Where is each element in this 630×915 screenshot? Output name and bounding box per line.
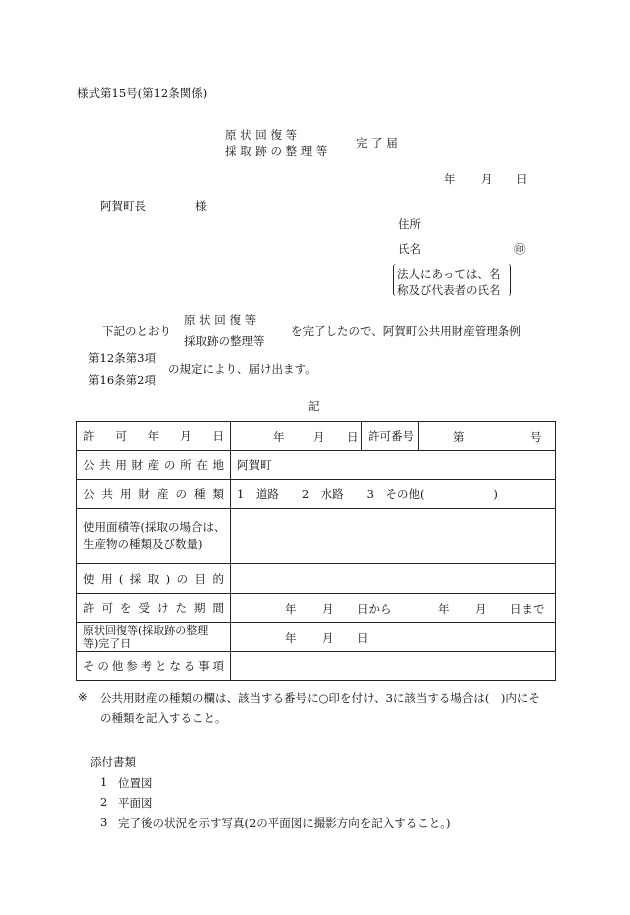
body-option-restoration: 原 状 回 復 等 — [184, 313, 257, 327]
row-purpose — [77, 564, 556, 594]
permit-date-month: 月 — [313, 430, 325, 444]
attachment-num-1: 1 — [100, 775, 108, 789]
attachment-num-2: 2 — [100, 795, 108, 809]
row-property-type — [77, 480, 556, 509]
ki-heading: 記 — [308, 399, 320, 413]
permit-date-day: 日 — [347, 430, 359, 444]
row-remarks — [77, 652, 556, 681]
attachment-num-3: 3 — [100, 815, 108, 829]
permit-number-dai: 第 — [453, 430, 465, 444]
addressee-name: 阿賀町長 — [100, 199, 146, 213]
period-from-month: 月 — [322, 602, 334, 616]
body-closing: の規定により、届け出ます。 — [168, 362, 317, 376]
purpose-field[interactable] — [231, 564, 556, 594]
seal-mark: ㊞ — [514, 242, 526, 256]
name-label: 氏名 — [398, 242, 421, 256]
permit-period-label: 許可を受けた期間 — [83, 601, 224, 615]
permit-date-year: 年 — [273, 430, 285, 444]
body-lead: 下記のとおり — [102, 324, 171, 338]
date-month: 月 — [481, 172, 493, 186]
period-from-day: 日から — [357, 602, 392, 616]
body-option-cleanup: 採取跡の整理等 — [184, 334, 265, 348]
completion-month: 月 — [322, 631, 334, 645]
period-to-month: 月 — [475, 602, 487, 616]
title-option-cleanup: 採 取 跡 の 整 理 等 — [225, 144, 328, 158]
permit-number-field[interactable] — [419, 422, 556, 451]
row-permit-period — [77, 594, 556, 623]
row-usage-area — [77, 509, 556, 564]
permit-date-label: 許 可 年 月 日 — [83, 429, 224, 443]
body-article-2: 第16条第2項 — [88, 373, 156, 387]
completion-year: 年 — [285, 631, 297, 645]
usage-area-field[interactable] — [231, 509, 556, 564]
attachment-text-3: 完了後の状況を示す写真(2の平面図に撮影方向を記入すること。) — [118, 816, 451, 830]
body-article-1: 第12条第3項 — [88, 351, 156, 365]
period-to-day: 日まで — [510, 602, 545, 616]
usage-area-label-1: 使用面積等(採取の場合は、 — [83, 520, 226, 534]
note-line1: 公共用財産の種類の欄は、該当する番号に○印を付け、3に該当する場合は( )内にそ — [100, 691, 540, 705]
completion-date-label-2: 等)完了日 — [83, 637, 132, 650]
form-number: 様式第15号(第12条関係) — [77, 86, 208, 100]
body-after: を完了したので、阿賀町公共用財産管理条例 — [291, 324, 521, 338]
permit-period-field[interactable] — [231, 594, 556, 623]
purpose-label: 使用(採取)の目的 — [83, 571, 224, 586]
title-option-restoration: 原 状 回 復 等 — [225, 128, 298, 142]
date-day: 日 — [516, 172, 528, 186]
corporate-note-line1: 法人にあっては、名 — [397, 267, 501, 281]
permit-date-field[interactable] — [231, 422, 362, 451]
note-mark: ※ — [78, 690, 88, 704]
completion-date-field[interactable] — [231, 623, 556, 652]
period-to-year: 年 — [438, 602, 450, 616]
date-year: 年 — [444, 172, 456, 186]
row-completion-date — [77, 623, 556, 652]
corporate-note-line2: 称及び代表者の氏名 — [397, 283, 501, 297]
address-label: 住所 — [398, 217, 421, 231]
permit-number-go: 号 — [530, 430, 542, 444]
property-type-field[interactable]: 1 道路 2 水路 3 その他( ) — [231, 480, 556, 509]
period-from-year: 年 — [285, 602, 297, 616]
remarks-field[interactable] — [231, 652, 556, 681]
row-location — [77, 451, 556, 480]
permit-number-label: 許可番号 — [362, 422, 419, 451]
title-suffix: 完 了 届 — [356, 136, 398, 150]
location-label: 公共用財産の所在地 — [83, 458, 224, 472]
completion-date-label-1: 原状回復等(採取跡の整理 — [83, 624, 209, 637]
usage-area-label-2: 生産物の種類及び数量) — [83, 537, 203, 551]
completion-day: 日 — [357, 631, 369, 645]
remarks-label: その他参考となる事項 — [83, 659, 224, 673]
note-line2: の種類を記入すること。 — [100, 711, 227, 725]
attachments-title: 添付書類 — [90, 755, 136, 769]
attachment-text-1: 位置図 — [118, 776, 153, 790]
attachment-text-2: 平面図 — [118, 796, 153, 810]
row-permit-date — [77, 422, 556, 451]
location-field[interactable]: 阿賀町 — [231, 451, 556, 480]
addressee-honorific: 様 — [195, 199, 207, 213]
form-table — [76, 421, 556, 681]
property-type-label: 公共用財産の種類 — [83, 487, 224, 501]
